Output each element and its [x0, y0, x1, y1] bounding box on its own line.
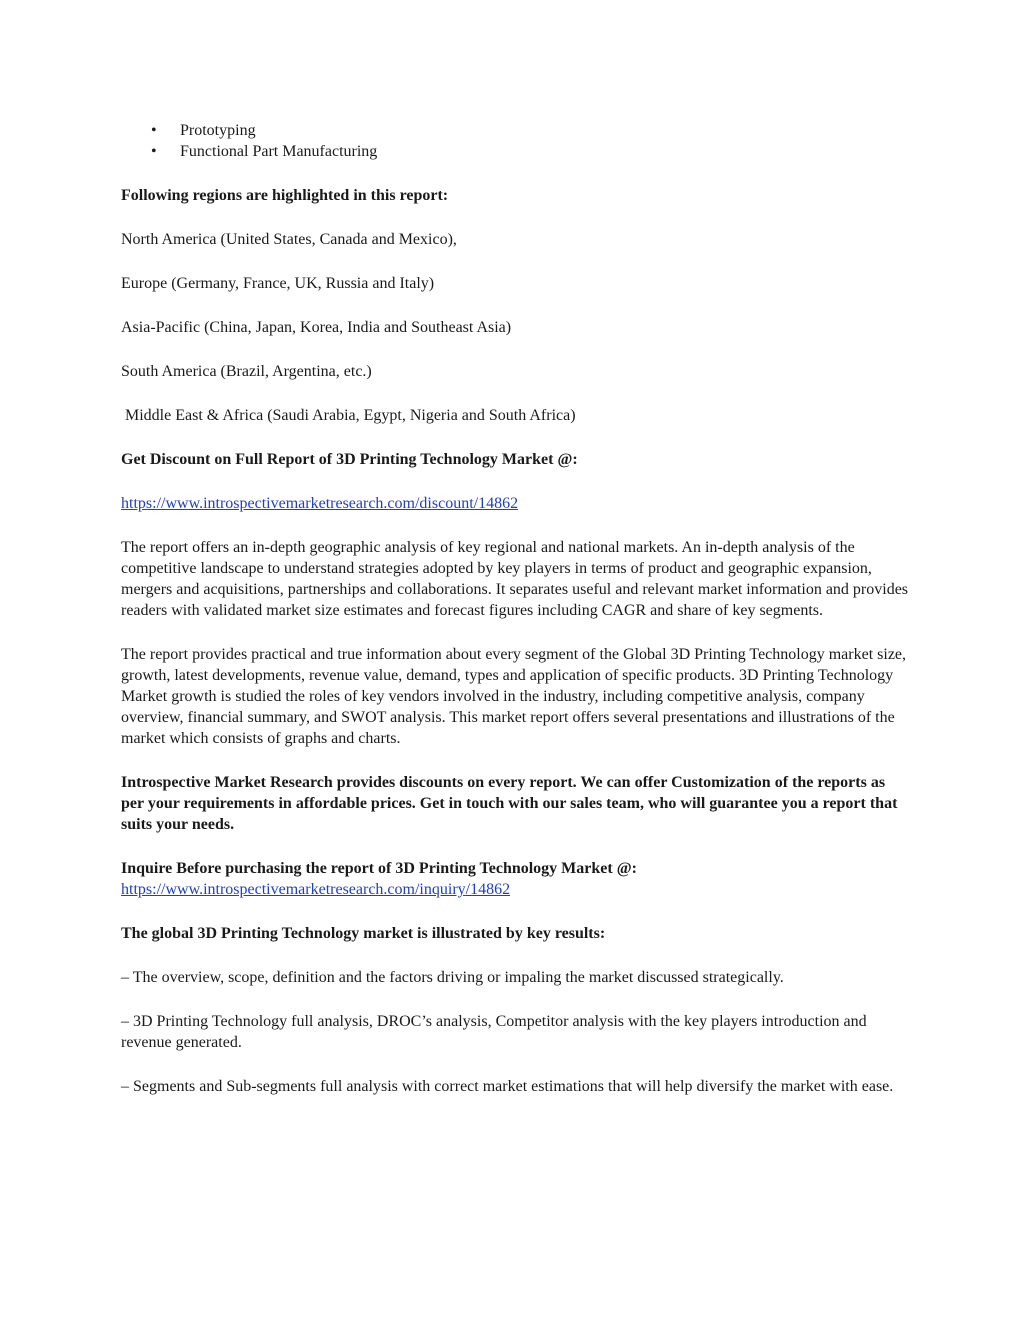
list-item-label: Prototyping	[180, 122, 256, 139]
bullet-icon: •	[151, 143, 157, 160]
applications-list	[121, 120, 911, 162]
discount-link[interactable]: https://www.introspectivemarketresearch.com/discount/14862	[121, 495, 519, 512]
region-item: South America (Brazil, Argentina, etc.)	[121, 363, 372, 380]
inquiry-heading: Inquire Before purchasing the report of 3D Printing Technology Market @:	[121, 860, 637, 877]
inquiry-link[interactable]: https://www.introspectivemarketresearch.com/inquiry/14862	[121, 881, 511, 898]
market-information-paragraph: The report provides practical and true information about every segment of the Global 3D Printing Technology market size, growth, latest developments, revenue value, demand, types and application of specific products. 3D Printing Technology Market growth is studied the roles of key vendors involved in the industry, including competitive analysis, company overview, financial summary, and SWOT analysis. This market report offers several presentations and illustrations of the market which consists of graphs and charts.	[121, 646, 907, 747]
region-item: Asia-Pacific (China, Japan, Korea, India and Southeast Asia)	[121, 319, 512, 336]
regions-heading: Following regions are highlighted in this report:	[121, 187, 449, 204]
key-results-heading: The global 3D Printing Technology market is illustrated by key results:	[121, 925, 606, 942]
document-page	[121, 120, 911, 1120]
key-result-item: – Segments and Sub-segments full analysis with correct market estimations that will help diversify the market with ease.	[121, 1078, 894, 1095]
region-item: Middle East & Africa (Saudi Arabia, Egypt, Nigeria and South Africa)	[125, 407, 576, 424]
list-item	[121, 120, 911, 141]
list-item-label: Functional Part Manufacturing	[180, 143, 378, 160]
bullet-icon: •	[151, 122, 157, 139]
region-item: Europe (Germany, France, UK, Russia and Italy)	[121, 275, 435, 292]
key-result-item: – The overview, scope, definition and the factors driving or impaling the market discussed strategically.	[121, 969, 784, 986]
geographic-analysis-paragraph: The report offers an in-depth geographic analysis of key regional and national markets. An in-depth analysis of the competitive landscape to understand strategies adopted by key players in terms of product and geographic expansion, mergers and acquisitions, partnerships and collaborations. It separates useful and relevant market information and provides readers with validated market size estimates and forecast figures including CAGR and share of key segments.	[121, 539, 909, 619]
key-result-item: – 3D Printing Technology full analysis, DROC’s analysis, Competitor analysis with the key players introduction and revenue generated.	[121, 1013, 867, 1051]
discount-link-paragraph	[121, 493, 911, 514]
region-item: North America (United States, Canada and Mexico),	[121, 231, 457, 248]
customization-paragraph: Introspective Market Research provides discounts on every report. We can offer Customization of the reports as per your requirements in affordable prices. Get in touch with our sales team, who will guarantee you a report that suits your needs.	[121, 774, 898, 833]
inquiry-paragraph	[121, 858, 911, 900]
discount-heading: Get Discount on Full Report of 3D Printing Technology Market @:	[121, 451, 578, 468]
list-item	[121, 141, 911, 162]
